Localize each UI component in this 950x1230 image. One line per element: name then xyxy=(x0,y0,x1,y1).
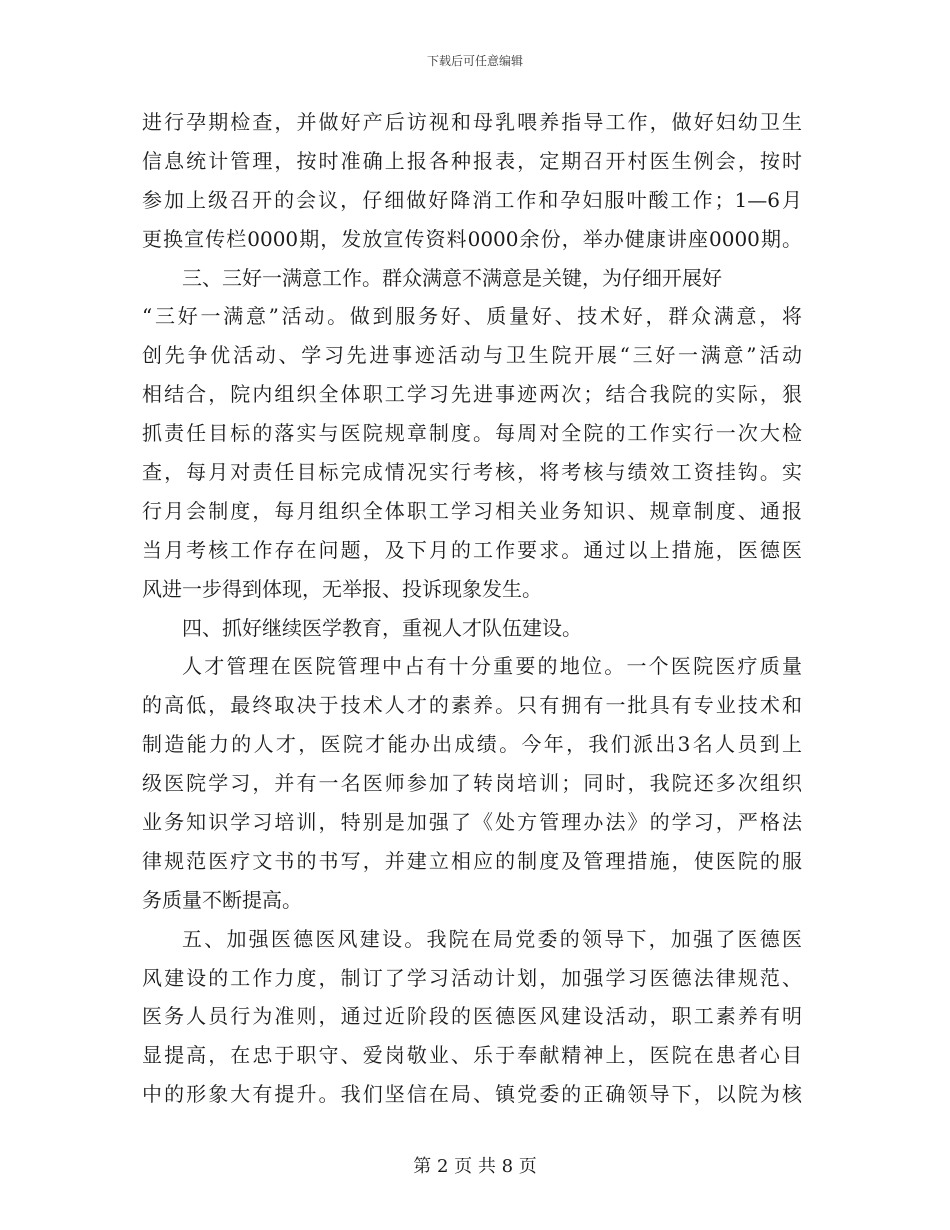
text-line: 业务知识学习培训，特别是加强了《处方管理办法》的学习，严格法 xyxy=(142,810,802,835)
text-line: 抓责任目标的落实与医院规章制度。每周对全院的工作实行一次大检 xyxy=(142,421,802,446)
page-header: 下载后可任意编辑 xyxy=(426,54,523,68)
text-line: 当月考核工作存在问题，及下月的工作要求。通过以上措施，医德医 xyxy=(142,537,802,562)
text-line: 风进一步得到体现，无举报、投诉现象发生。 xyxy=(142,576,542,601)
text-line: 行月会制度，每月组织全体职工学习相关业务知识、规章制度、通报 xyxy=(142,498,802,523)
text-line: 显提高，在忠于职守、爱岗敬业、乐于奉献精神上，医院在患者心目 xyxy=(142,1043,802,1068)
text-line: 进行孕期检查，并做好产后访视和母乳喂养指导工作，做好妇幼卫生 xyxy=(142,110,802,134)
text-line: 律规范医疗文书的书写，并建立相应的制度及管理措施，使医院的服 xyxy=(142,848,802,873)
text-line: 医务人员行为准则，通过近阶段的医德医风建设活动，职工素养有明 xyxy=(142,1004,802,1029)
text-line: 查，每月对责任目标完成情况实行考核，将考核与绩效工资挂钩。实 xyxy=(142,460,802,485)
text-line: 人才管理在医院管理中占有十分重要的地位。一个医院医疗质量 xyxy=(182,654,802,679)
text-line: 参加上级召开的会议，仔细做好降消工作和孕妇服叶酸工作；1—6月 xyxy=(142,187,802,212)
text-line: 制造能力的人才，医院才能办出成绩。今年，我们派出3名人员到上 xyxy=(142,732,802,757)
text-line: 务质量不断提高。 xyxy=(142,887,302,912)
text-line: 风建设的工作力度，制订了学习活动计划，加强学习医德法律规范、 xyxy=(142,965,802,990)
text-line: 信息统计管理，按时准确上报各种报表，定期召开村医生例会，按时 xyxy=(142,148,802,173)
text-line: 更换宣传栏0000期，发放宣传资料0000余份，举办健康讲座0000期。 xyxy=(142,226,802,251)
text-line: 创先争优活动、学习先进事迹活动与卫生院开展“三好一满意”活动 xyxy=(142,343,802,368)
text-line: 级医院学习，并有一名医师参加了转岗培训；同时，我院还多次组织 xyxy=(142,771,802,796)
document-body xyxy=(142,103,802,1114)
text-line: 相结合，院内组织全体职工学习先进事迹两次；结合我院的实际，狠 xyxy=(142,382,802,407)
text-line: 三、三好一满意工作。群众满意不满意是关键，为仔细开展好 xyxy=(182,265,722,290)
page-footer: 第 2 页 共 8 页 xyxy=(413,1156,537,1177)
text-line: 五、加强医德医风建设。我院在局党委的领导下，加强了医德医 xyxy=(182,926,802,951)
text-line: 中的形象大有提升。我们坚信在局、镇党委的正确领导下，以院为核 xyxy=(142,1082,802,1107)
text-line: “三好一满意”活动。做到服务好、质量好、技术好，群众满意，将 xyxy=(142,304,802,329)
text-line: 四、抓好继续医学教育，重视人才队伍建设。 xyxy=(182,615,582,640)
text-line: 的高低，最终取决于技术人才的素养。只有拥有一批具有专业技术和 xyxy=(142,693,802,718)
